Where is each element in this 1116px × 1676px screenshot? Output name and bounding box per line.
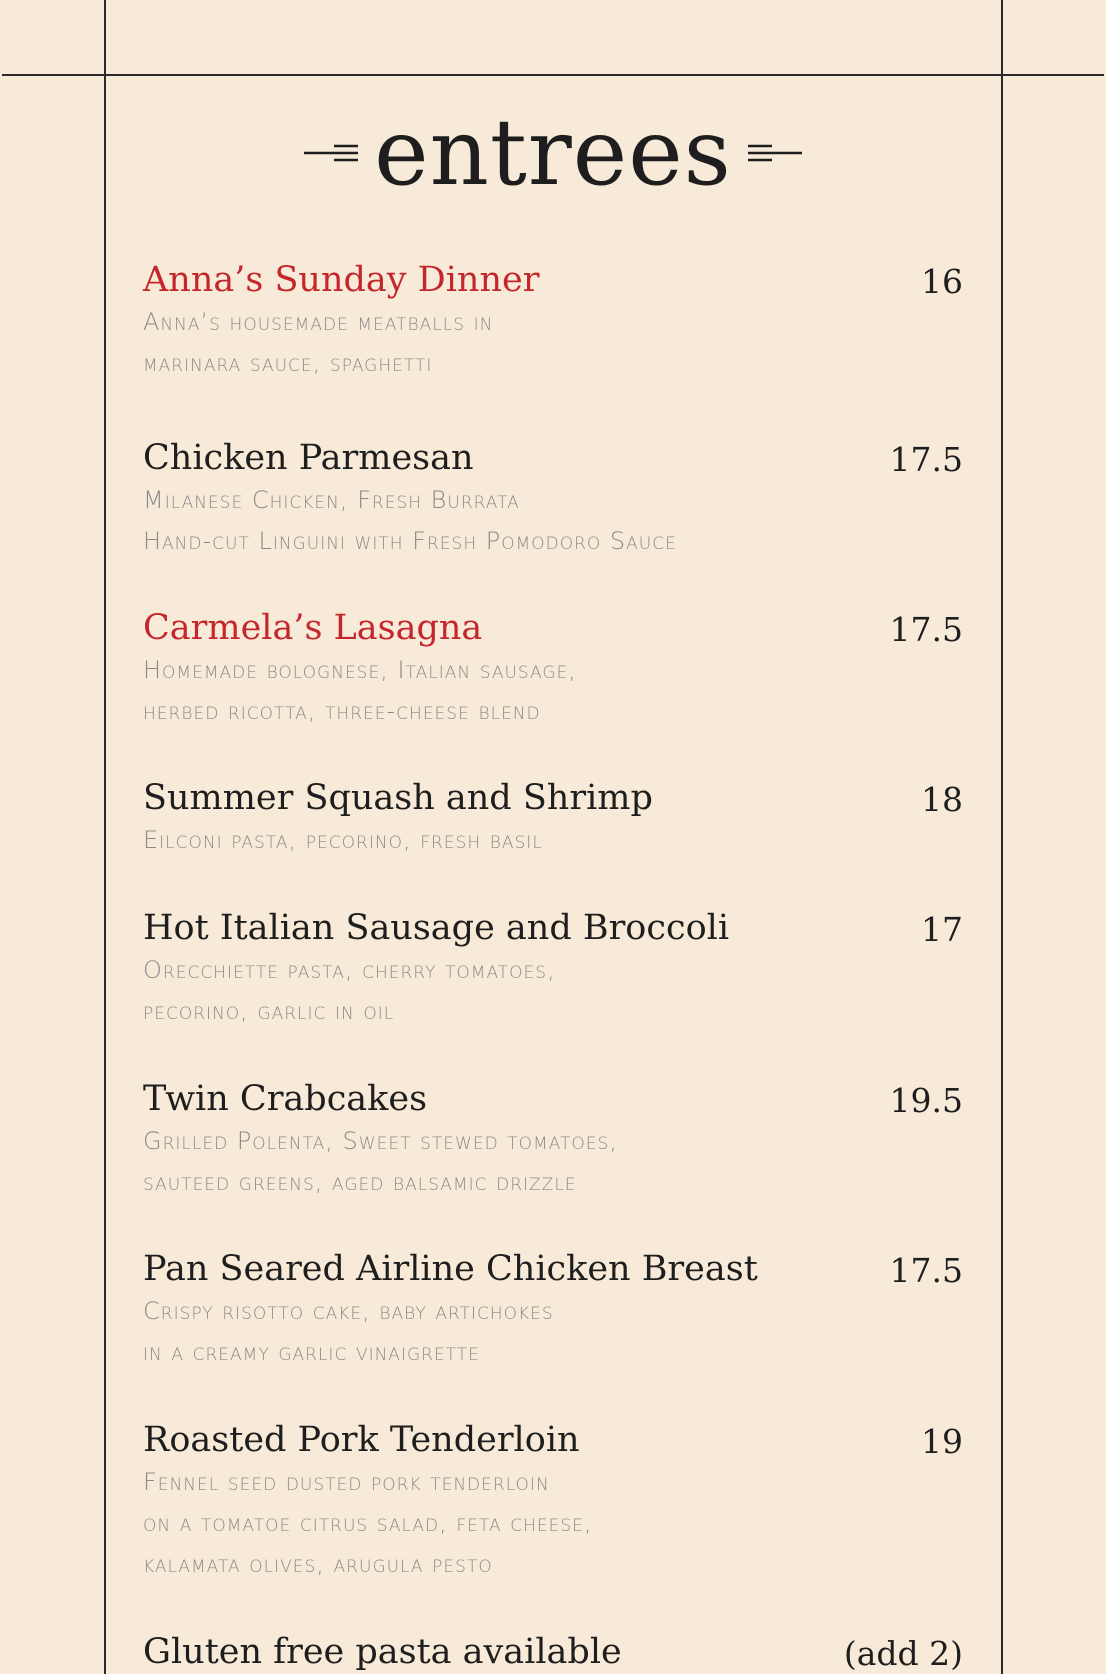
section-title: entrees (374, 99, 732, 206)
menu-item (143, 776, 963, 861)
right-rule (1001, 0, 1003, 1674)
dish-description-line: Eilconi pasta, pecorino, fresh basil (143, 826, 543, 854)
dish-name: Roasted Pork Tenderloin (143, 1420, 580, 1460)
dish-description-line: Fennel seed dusted pork tenderloin (143, 1468, 550, 1496)
dish-description-line: in a creamy garlic vinaigrette (143, 1338, 480, 1366)
dish-price: 19 (921, 1422, 963, 1461)
section-heading (0, 98, 1106, 208)
dish-description-line: Anna’s housemade meatballs in (143, 308, 494, 336)
dish-price: 17.5 (889, 1251, 963, 1290)
dish-description-line: on a tomatoe citrus salad, feta cheese, (143, 1509, 593, 1537)
dish-description-line: Homemade bolognese, Italian sausage, (143, 656, 577, 684)
dish-description-line: Grilled Polenta, Sweet stewed tomatoes, (143, 1127, 618, 1155)
dish-price: 17.5 (889, 440, 963, 479)
dish-price: 17.5 (889, 610, 963, 649)
dish-name: Pan Seared Airline Chicken Breast (143, 1249, 758, 1289)
dish-price: 17 (921, 910, 963, 949)
menu-item (143, 1247, 963, 1373)
dish-name: Anna’s Sunday Dinner (143, 260, 540, 300)
dish-description-line: pecorino, garlic in oil (143, 997, 395, 1025)
menu-item (143, 1418, 963, 1585)
dish-price: 18 (921, 780, 963, 819)
dish-description-line: Crispy risotto cake, baby artichokes (143, 1297, 554, 1325)
dish-price: 19.5 (889, 1081, 963, 1120)
gluten-free-label: Gluten free pasta available (143, 1632, 622, 1672)
menu-item (143, 436, 963, 562)
dish-name: Hot Italian Sausage and Broccoli (143, 908, 730, 948)
gluten-free-price: (add 2) (843, 1634, 963, 1673)
dish-description-line: herbed ricotta, three-cheese blend (143, 697, 541, 725)
menu-item (143, 258, 963, 384)
left-rule (104, 0, 106, 1674)
dish-description-line: sauteed greens, aged balsamic drizzle (143, 1168, 577, 1196)
menu-item (143, 606, 963, 732)
dish-name: Chicken Parmesan (143, 438, 474, 478)
right-flourish-icon (746, 138, 802, 168)
menu-item (143, 906, 963, 1032)
dish-name: Carmela’s Lasagna (143, 608, 483, 648)
dish-name: Summer Squash and Shrimp (143, 778, 653, 818)
dish-description-line: Orecchiette pasta, cherry tomatoes, (143, 956, 556, 984)
menu-item (143, 1077, 963, 1203)
dish-description-line: Milanese Chicken, Fresh Burrata (143, 486, 520, 514)
gluten-free-note (143, 1630, 963, 1674)
dish-price: 16 (921, 262, 963, 301)
top-rule (2, 74, 1104, 76)
dish-description-line: kalamata olives, arugula pesto (143, 1550, 493, 1578)
dish-description-line: marinara sauce, spaghetti (143, 349, 433, 377)
dish-description-line: Hand-cut Linguini with Fresh Pomodoro Sauce (143, 527, 677, 555)
left-flourish-icon (304, 138, 360, 168)
dish-name: Twin Crabcakes (143, 1079, 428, 1119)
